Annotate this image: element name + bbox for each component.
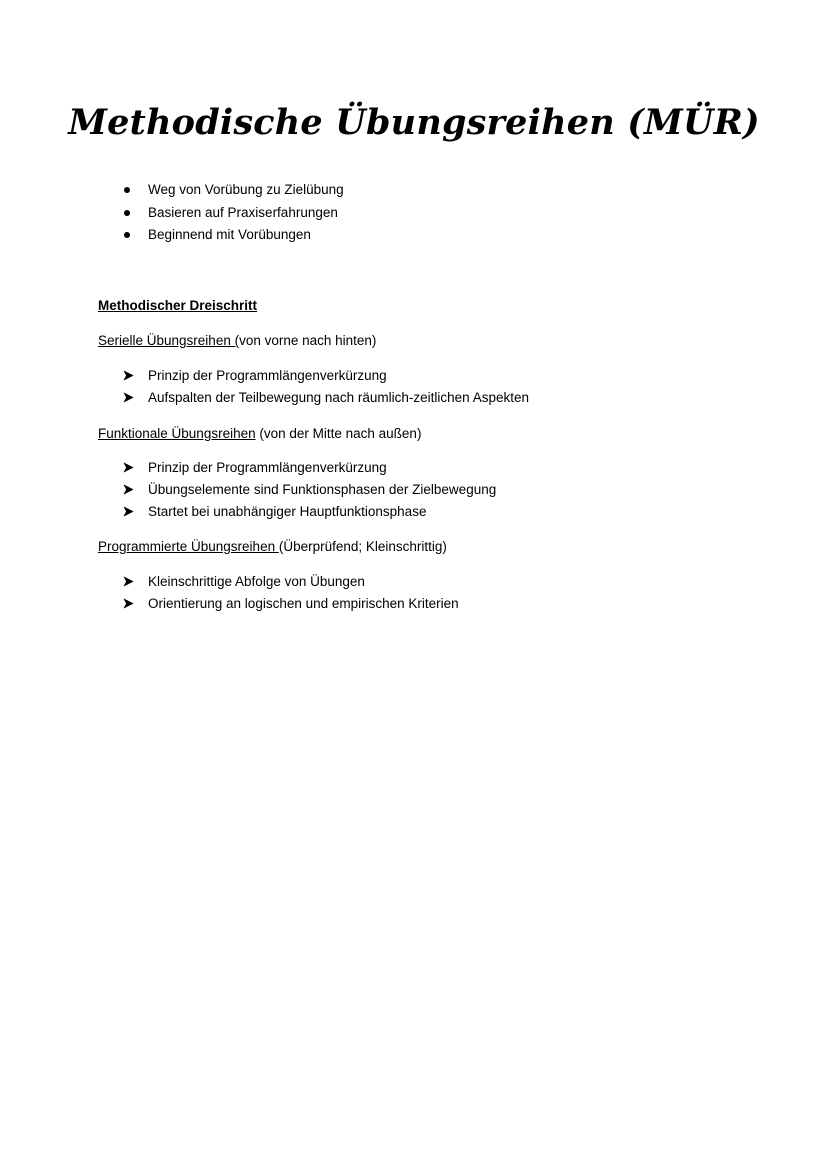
arrow-bullet-icon (123, 598, 134, 609)
list-item (98, 224, 344, 247)
list-item-text: Orientierung an logischen und empirischen Kriterien (148, 596, 459, 611)
programmierte-heading-underlined: Programmierte Übungsreihen (98, 539, 279, 554)
list-item (98, 479, 496, 501)
bullet-icon (124, 232, 130, 238)
bullet-icon (124, 210, 130, 216)
list-item-text: Übungselemente sind Funktionsphasen der Zielbewegung (148, 482, 497, 497)
page-title: Methodische Übungsreihen (MÜR) (68, 102, 760, 143)
arrow-bullet-icon (123, 392, 134, 403)
list-item-text: Weg von Vorübung zu Zielübung (148, 182, 344, 197)
list-item (98, 365, 529, 387)
list-item-text: Beginnend mit Vorübungen (148, 227, 311, 242)
arrow-bullet-icon (123, 370, 134, 381)
programmierte-heading-rest: (Überprüfend; Kleinschrittig) (278, 539, 447, 554)
list-item (98, 179, 344, 202)
programmierte-list (98, 571, 459, 615)
serielle-heading-underlined: Serielle Übungsreihen ( (98, 333, 240, 348)
bullet-icon (124, 187, 130, 193)
funktionale-heading-rest: (von der Mitte nach außen) (255, 426, 422, 441)
funktionale-heading (98, 423, 421, 445)
list-item (98, 593, 459, 615)
list-item-text: Startet bei unabhängiger Hauptfunktionsphase (148, 504, 427, 519)
list-item-text: Kleinschrittige Abfolge von Übungen (148, 574, 365, 589)
list-item-text: Prinzip der Programmlängenverkürzung (148, 460, 387, 475)
intro-bullet-list (98, 179, 344, 247)
list-item (98, 387, 529, 409)
list-item (98, 457, 496, 479)
serielle-heading (98, 330, 376, 352)
list-item-text: Basieren auf Praxiserfahrungen (148, 204, 338, 220)
arrow-bullet-icon (123, 506, 134, 517)
list-item (98, 501, 496, 523)
arrow-bullet-icon (123, 462, 134, 473)
funktionale-list (98, 457, 496, 523)
serielle-list (98, 365, 529, 409)
serielle-heading-rest: von vorne nach hinten) (239, 333, 377, 348)
funktionale-heading-underlined: Funktionale Übungsreihen (98, 426, 256, 441)
arrow-bullet-icon (123, 484, 134, 495)
arrow-bullet-icon (123, 576, 134, 587)
list-item (98, 202, 344, 225)
section-heading: Methodischer Dreischritt (98, 298, 258, 313)
programmierte-heading (98, 536, 447, 558)
list-item-text: Prinzip der Programmlängenverkürzung (148, 368, 387, 383)
list-item-text: Aufspalten der Teilbewegung nach räumlich-zeitlichen Aspekten (148, 390, 529, 405)
list-item (98, 571, 459, 593)
